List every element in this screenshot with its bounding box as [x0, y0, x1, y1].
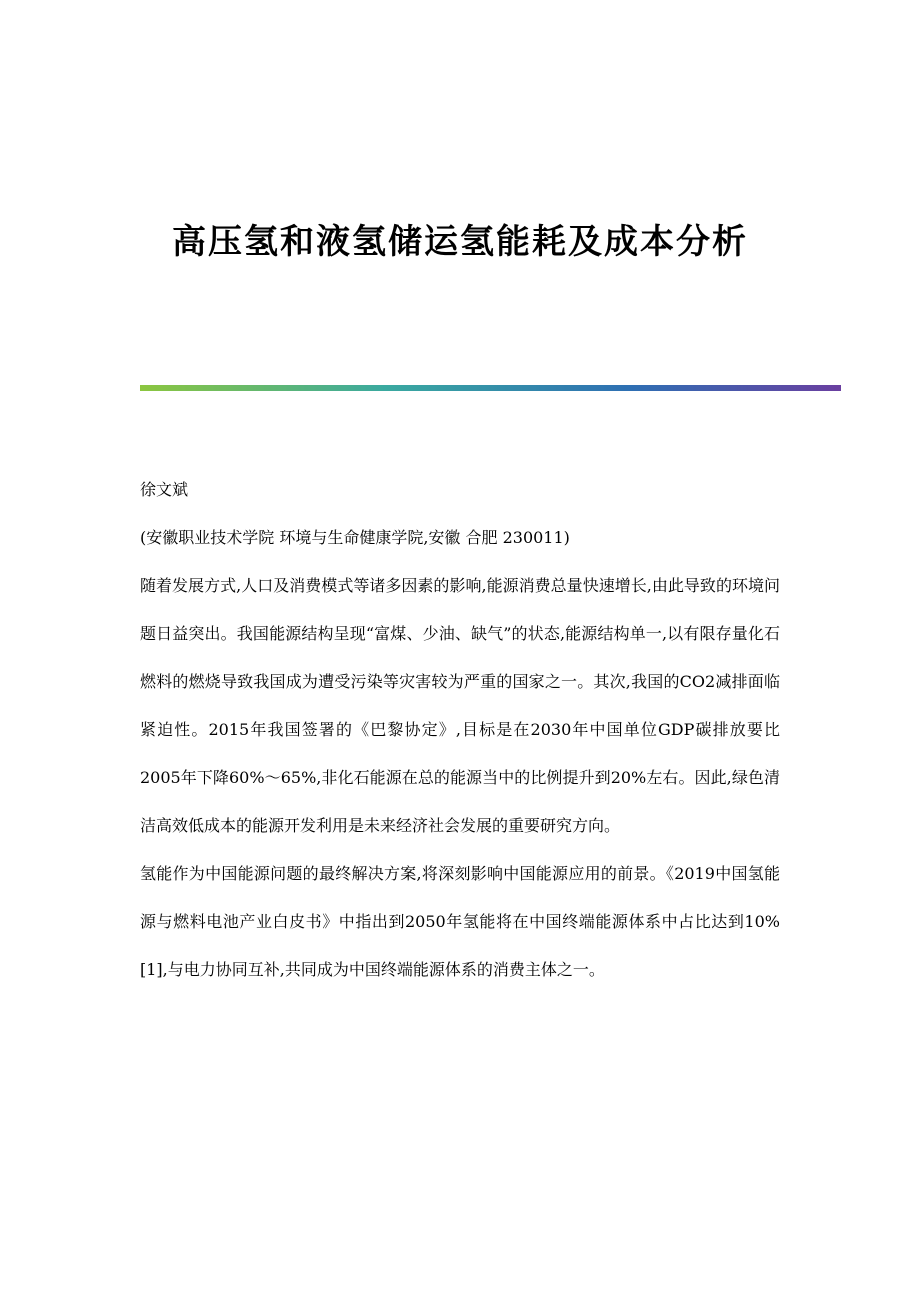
title-divider — [140, 385, 841, 391]
author-affiliation: (安徽职业技术学院 环境与生命健康学院,安徽 合肥 230011) — [140, 528, 570, 547]
paragraph-2: 氢能作为中国能源问题的最终解决方案,将深刻影响中国能源应用的前景。《2019中国氢能源与燃料电池产业白皮书》中指出到2050年氢能将在中国终端能源体系中占比达到10%[1],与电力协同互补,共同成为中国终端能源体系的消费主体之一。 — [140, 864, 780, 979]
paragraph-1: 随着发展方式,人口及消费模式等诸多因素的影响,能源消费总量快速增长,由此导致的环境问题日益突出。我国能源结构呈现“富煤、少油、缺气”的状态,能源结构单一,以有限存量化石燃料的燃烧导致我国成为遭受污染等灾害较为严重的国家之一。其次,我国的CO2减排面临紧迫性。2015年我国签署的《巴黎协定》,目标是在2030年中国单位GDP碳排放要比2005年下降60%～65%,非化石能源在总的能源当中的比例提升到20%左右。因此,绿色清洁高效低成本的能源开发利用是未来经济社会发展的重要研究方向。 — [140, 576, 780, 835]
document-title: 高压氢和液氢储运氢能耗及成本分析 — [172, 222, 748, 262]
document-body — [140, 466, 780, 994]
author-name: 徐文斌 — [140, 480, 189, 499]
